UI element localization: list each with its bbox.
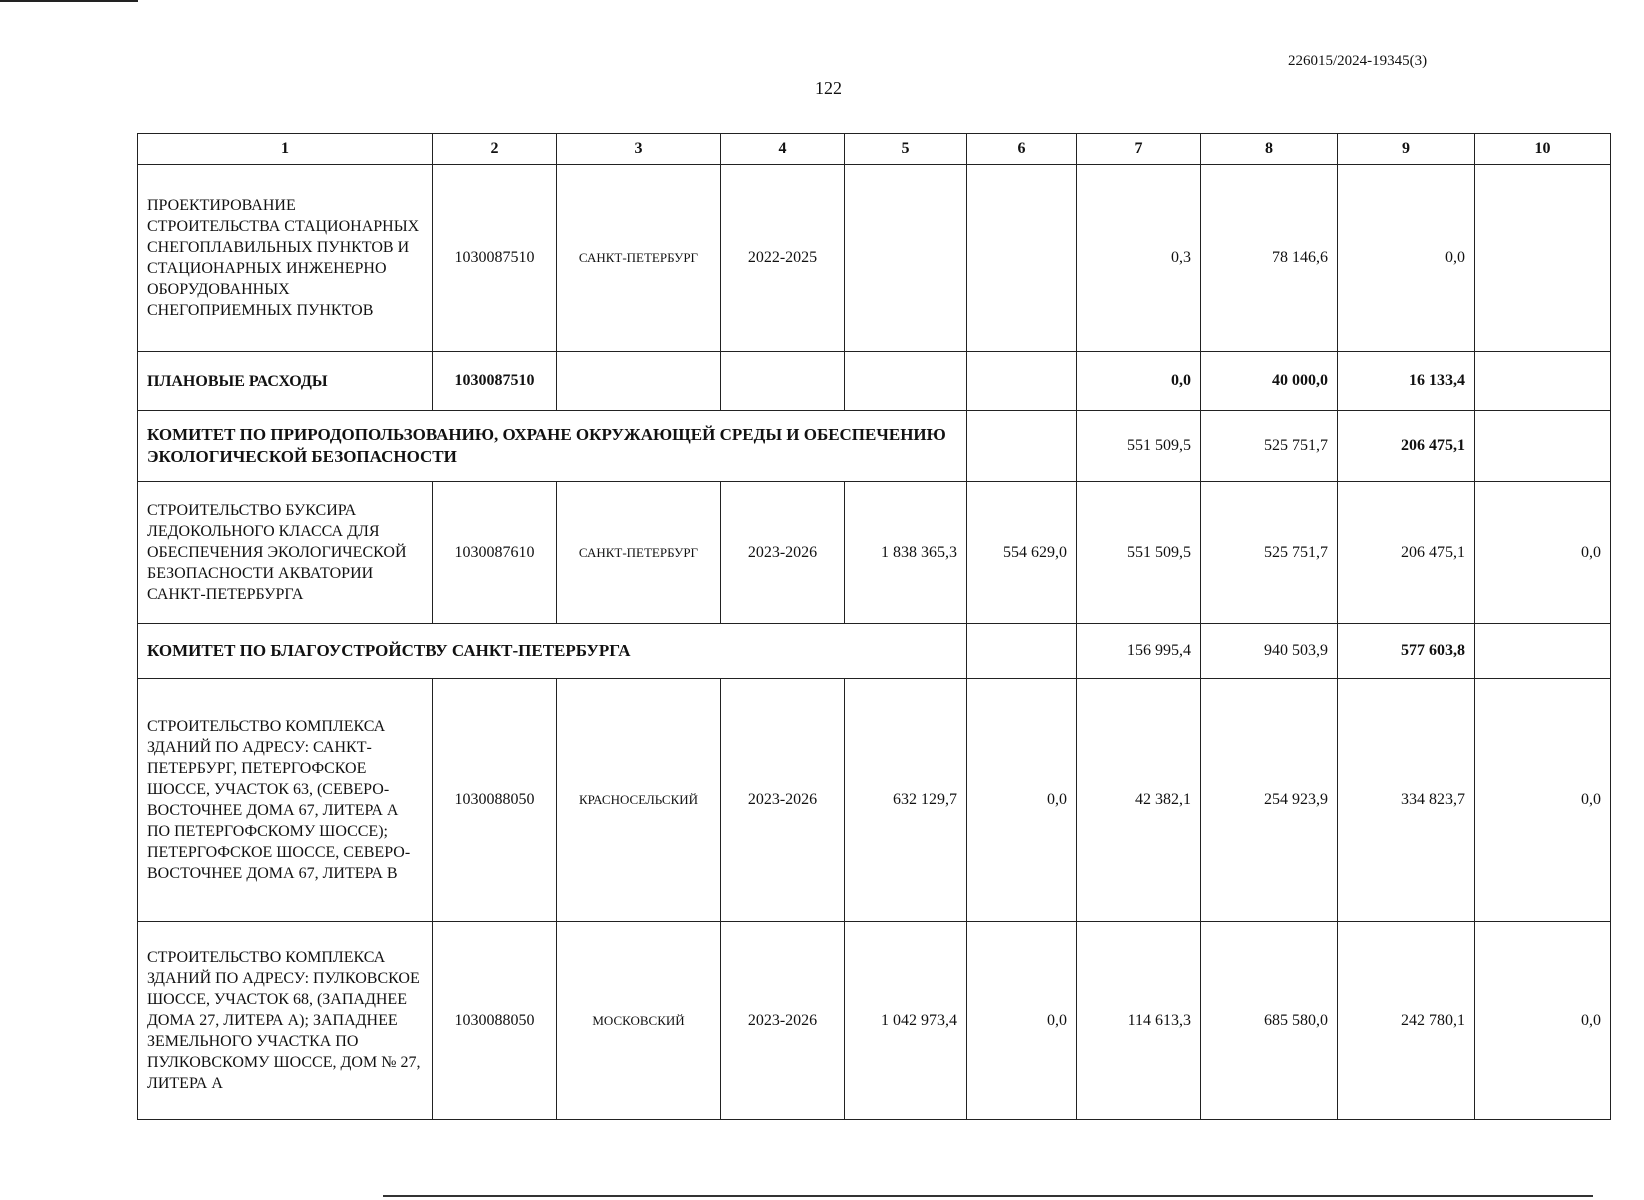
value-cell-9: 242 780,1 xyxy=(1338,922,1475,1120)
empty-cell xyxy=(967,411,1077,482)
empty-cell xyxy=(721,352,845,411)
top-edge-rule xyxy=(0,0,138,2)
table-row-committee xyxy=(138,624,1611,679)
value-cell-8: 78 146,6 xyxy=(1201,165,1338,352)
value-cell-8: 254 923,9 xyxy=(1201,679,1338,922)
value-cell-7: 0,0 xyxy=(1077,352,1201,411)
value-cell-10: 0,0 xyxy=(1475,482,1611,624)
column-header: 8 xyxy=(1201,134,1338,165)
column-header: 2 xyxy=(433,134,557,165)
object-name: СТРОИТЕЛЬСТВО КОМПЛЕКСА ЗДАНИЙ ПО АДРЕСУ: ПУЛКОВСКОЕ ШОССЕ, УЧАСТОК 68, (ЗАПАДНЕЕ ДОМА 27, ЛИТЕРА А); ЗАПАДНЕЕ ЗЕМЕЛЬНОГО УЧАСТКА ПО ПУЛКОВСКОМУ ШОССЕ, ДОМ № 27, ЛИТЕРА А xyxy=(138,922,433,1120)
table-row-subtotal xyxy=(138,352,1611,411)
value-cell-10 xyxy=(1475,165,1611,352)
table-row-committee xyxy=(138,411,1611,482)
code-cell: 1030088050 xyxy=(433,922,557,1120)
empty-cell xyxy=(967,624,1077,679)
column-header: 4 xyxy=(721,134,845,165)
column-header: 3 xyxy=(557,134,721,165)
value-cell-6 xyxy=(967,165,1077,352)
empty-cell xyxy=(967,352,1077,411)
value-cell-6: 0,0 xyxy=(967,922,1077,1120)
column-header: 1 xyxy=(138,134,433,165)
value-cell-7: 42 382,1 xyxy=(1077,679,1201,922)
value-cell-8: 940 503,9 xyxy=(1201,624,1338,679)
document-number: 226015/2024-19345(3) xyxy=(1288,53,1428,69)
value-cell-9: 16 133,4 xyxy=(1338,352,1475,411)
empty-cell xyxy=(1475,411,1611,482)
value-cell-7: 156 995,4 xyxy=(1077,624,1201,679)
object-name: ПЛАНОВЫЕ РАСХОДЫ xyxy=(138,352,433,411)
object-name: ПРОЕКТИРОВАНИЕ СТРОИТЕЛЬСТВА СТАЦИОНАРНЫХ СНЕГОПЛАВИЛЬНЫХ ПУНКТОВ И СТАЦИОНАРНЫХ ИНЖЕНЕРНО ОБОРУДОВАННЫХ СНЕГОПРИЕМНЫХ ПУНКТОВ xyxy=(138,165,433,352)
table-row xyxy=(138,165,1611,352)
value-cell-6: 0,0 xyxy=(967,679,1077,922)
value-cell-8: 685 580,0 xyxy=(1201,922,1338,1120)
value-cell-5 xyxy=(845,165,967,352)
value-cell-10: 0,0 xyxy=(1475,679,1611,922)
table-row xyxy=(138,482,1611,624)
value-cell-7: 551 509,5 xyxy=(1077,411,1201,482)
column-header: 5 xyxy=(845,134,967,165)
value-cell-8: 525 751,7 xyxy=(1201,411,1338,482)
code-cell: 1030087510 xyxy=(433,165,557,352)
column-header: 10 xyxy=(1475,134,1611,165)
table-row xyxy=(138,679,1611,922)
code-cell: 1030087510 xyxy=(433,352,557,411)
bottom-edge-rule xyxy=(383,1195,1593,1197)
value-cell-7: 114 613,3 xyxy=(1077,922,1201,1120)
value-cell-7: 551 509,5 xyxy=(1077,482,1201,624)
value-cell-9: 334 823,7 xyxy=(1338,679,1475,922)
empty-cell xyxy=(557,352,721,411)
period-cell: 2023-2026 xyxy=(721,922,845,1120)
value-cell-5: 1 838 365,3 xyxy=(845,482,967,624)
object-name: СТРОИТЕЛЬСТВО КОМПЛЕКСА ЗДАНИЙ ПО АДРЕСУ: САНКТ-ПЕТЕРБУРГ, ПЕТЕРГОФСКОЕ ШОССЕ, УЧАСТОК 63, (СЕВЕРО-ВОСТОЧНЕЕ ДОМА 67, ЛИТЕРА А ПО ПЕТЕРГОФСКОМУ ШОССЕ); ПЕТЕРГОФСКОЕ ШОССЕ, СЕВЕРО-ВОСТОЧНЕЕ ДОМА 67, ЛИТЕРА В xyxy=(138,679,433,922)
period-cell: 2022-2025 xyxy=(721,165,845,352)
value-cell-5: 1 042 973,4 xyxy=(845,922,967,1120)
value-cell-9: 206 475,1 xyxy=(1338,411,1475,482)
district-cell: САНКТ-ПЕТЕРБУРГ xyxy=(557,165,721,352)
code-cell: 1030087610 xyxy=(433,482,557,624)
value-cell-10: 0,0 xyxy=(1475,922,1611,1120)
value-cell-9: 0,0 xyxy=(1338,165,1475,352)
district-cell: САНКТ-ПЕТЕРБУРГ xyxy=(557,482,721,624)
budget-table xyxy=(137,133,1611,1120)
value-cell-9: 206 475,1 xyxy=(1338,482,1475,624)
value-cell-9: 577 603,8 xyxy=(1338,624,1475,679)
page-number: 122 xyxy=(815,78,842,98)
column-header: 9 xyxy=(1338,134,1475,165)
column-header: 6 xyxy=(967,134,1077,165)
empty-cell xyxy=(1475,624,1611,679)
district-cell: МОСКОВСКИЙ xyxy=(557,922,721,1120)
table-row xyxy=(138,922,1611,1120)
committee-name: КОМИТЕТ ПО БЛАГОУСТРОЙСТВУ САНКТ-ПЕТЕРБУРГА xyxy=(138,624,967,679)
object-name: СТРОИТЕЛЬСТВО БУКСИРА ЛЕДОКОЛЬНОГО КЛАССА ДЛЯ ОБЕСПЕЧЕНИЯ ЭКОЛОГИЧЕСКОЙ БЕЗОПАСНОСТИ АКВАТОРИИ САНКТ-ПЕТЕРБУРГА xyxy=(138,482,433,624)
value-cell-8: 40 000,0 xyxy=(1201,352,1338,411)
period-cell: 2023-2026 xyxy=(721,482,845,624)
empty-cell xyxy=(845,352,967,411)
value-cell-6: 554 629,0 xyxy=(967,482,1077,624)
value-cell-7: 0,3 xyxy=(1077,165,1201,352)
district-cell: КРАСНОСЕЛЬСКИЙ xyxy=(557,679,721,922)
value-cell-5: 632 129,7 xyxy=(845,679,967,922)
committee-name: КОМИТЕТ ПО ПРИРОДОПОЛЬЗОВАНИЮ, ОХРАНЕ ОКРУЖАЮЩЕЙ СРЕДЫ И ОБЕСПЕЧЕНИЮ ЭКОЛОГИЧЕСКОЙ БЕЗОПАСНОСТИ xyxy=(138,411,967,482)
value-cell-8: 525 751,7 xyxy=(1201,482,1338,624)
empty-cell xyxy=(1475,352,1611,411)
table-header-row xyxy=(138,134,1611,165)
code-cell: 1030088050 xyxy=(433,679,557,922)
period-cell: 2023-2026 xyxy=(721,679,845,922)
column-header: 7 xyxy=(1077,134,1201,165)
